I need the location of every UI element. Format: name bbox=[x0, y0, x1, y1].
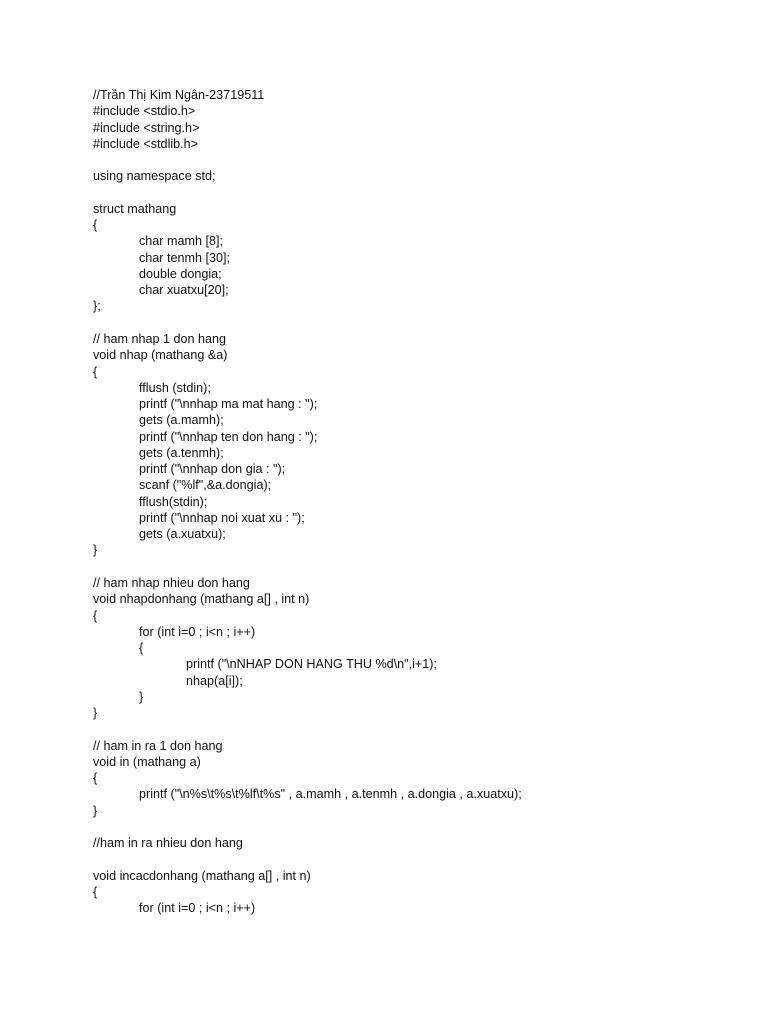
code-line: printf ("\nnhap ten don hang : "); bbox=[139, 429, 318, 444]
code-line: }; bbox=[93, 299, 101, 314]
code-listing bbox=[93, 87, 522, 917]
blank-line bbox=[93, 185, 522, 201]
code-line: double dongia; bbox=[139, 266, 222, 281]
code-line: // ham nhap nhieu don hang bbox=[93, 575, 250, 590]
code-line: struct mathang bbox=[93, 201, 177, 216]
code-line: gets (a.xuatxu); bbox=[139, 527, 226, 542]
code-line: void nhap (mathang &a) bbox=[93, 348, 228, 363]
code-line: } bbox=[93, 803, 98, 818]
code-line: { bbox=[93, 885, 98, 900]
code-line: for (int i=0 ; i<n ; i++) bbox=[139, 901, 256, 916]
code-line: { bbox=[139, 641, 144, 656]
code-line: // ham in ra 1 don hang bbox=[93, 738, 223, 753]
code-line: { bbox=[93, 771, 98, 786]
code-line: #include <string.h> bbox=[93, 120, 200, 135]
code-line: { bbox=[93, 608, 98, 623]
code-line: char mamh [8]; bbox=[139, 234, 223, 249]
blank-line bbox=[93, 315, 522, 331]
code-line: char xuatxu[20]; bbox=[139, 283, 229, 298]
code-line: void incacdonhang (mathang a[] , int n) bbox=[93, 868, 311, 883]
blank-line bbox=[93, 559, 522, 575]
code-line: { bbox=[93, 364, 98, 379]
code-line: printf ("\n%s\t%s\t%lf\t%s" , a.mamh , a.tenmh , a.dongia , a.xuatxu); bbox=[139, 787, 522, 802]
code-line: } bbox=[139, 689, 144, 704]
code-line: scanf ("%lf",&a.dongia); bbox=[139, 478, 272, 493]
code-line: } bbox=[93, 706, 98, 721]
code-line: gets (a.tenmh); bbox=[139, 445, 224, 460]
code-line: fflush (stdin); bbox=[139, 380, 211, 395]
code-line: nhap(a[i]); bbox=[186, 673, 243, 688]
code-line: char tenmh [30]; bbox=[139, 250, 231, 265]
blank-line bbox=[93, 851, 522, 867]
code-line: // ham nhap 1 don hang bbox=[93, 331, 227, 346]
code-line: printf ("\nnhap don gia : "); bbox=[139, 462, 286, 477]
code-line: printf ("\nnhap ma mat hang : "); bbox=[139, 397, 318, 412]
code-line: #include <stdlib.h> bbox=[93, 136, 199, 151]
code-line: gets (a.mamh); bbox=[139, 413, 224, 428]
blank-line bbox=[93, 819, 522, 835]
code-line: void nhapdonhang (mathang a[] , int n) bbox=[93, 592, 310, 607]
code-line: #include <stdio.h> bbox=[93, 104, 196, 119]
code-line: for (int i=0 ; i<n ; i++) bbox=[139, 624, 256, 639]
blank-line bbox=[93, 152, 522, 168]
code-line: using namespace std; bbox=[93, 169, 216, 184]
code-line: printf ("\nnhap noi xuat xu : "); bbox=[139, 510, 305, 525]
code-line: } bbox=[93, 543, 98, 558]
code-line: void in (mathang a) bbox=[93, 754, 201, 769]
code-line: //Trần Thị Kim Ngân-23719511 bbox=[93, 88, 265, 102]
code-line: { bbox=[93, 218, 98, 233]
code-line: printf ("\nNHAP DON HANG THU %d\n",i+1); bbox=[186, 657, 437, 672]
code-line: //ham in ra nhieu don hang bbox=[93, 836, 243, 851]
code-line: fflush(stdin); bbox=[139, 494, 208, 509]
blank-line bbox=[93, 721, 522, 737]
